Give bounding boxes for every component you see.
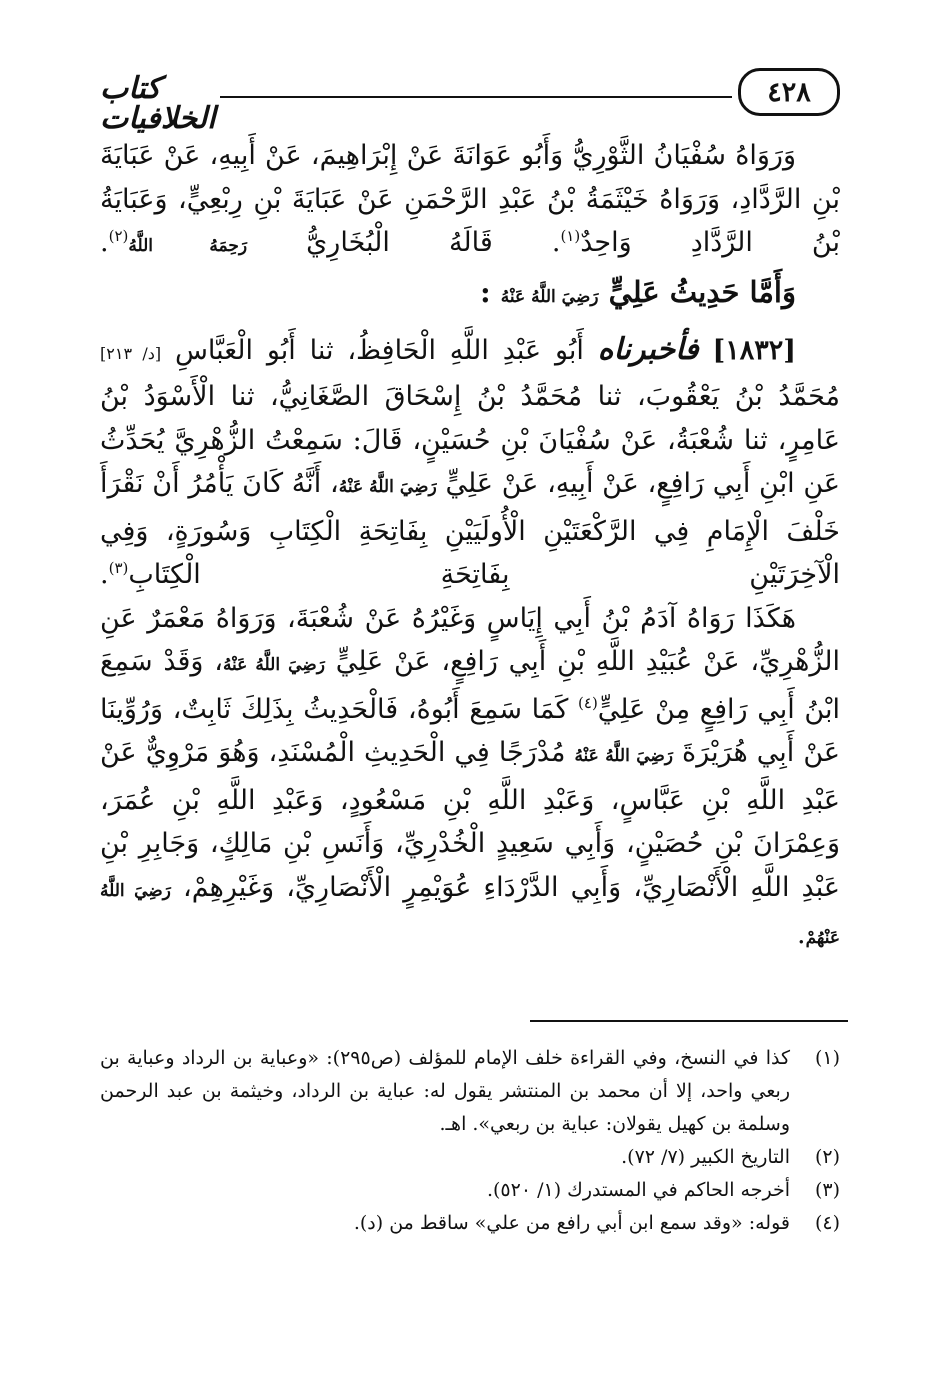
honorific-radiyallahu: رَضِيَ اللَّهُ عَنْهُ — [222, 655, 325, 675]
footnote-number: (٣) — [814, 1179, 840, 1201]
hadith-number: [١٨٣٢] — [712, 334, 797, 366]
section-heading-text: وَأَمَّا حَدِيثُ عَلِيٍّ — [608, 274, 796, 309]
honorific-radiyallahu: رَضِيَ اللَّهُ عَنْهُ — [500, 286, 599, 307]
footnote-item — [100, 1207, 840, 1240]
manuscript-ref: [د/ ٢١٣] — [100, 343, 162, 363]
footnote-item — [100, 1174, 840, 1207]
paragraph-2-end: . — [100, 559, 109, 590]
paragraph-3-text-3: كَمَا سَمِعَ أَبُوهُ، فَالْحَدِيثُ بِذَلِكَ ثَابِتٌ، وَرُوِّينَا عَنْ أَبِي هُرَيْرَةَ — [100, 693, 840, 768]
footnote-number: (١) — [814, 1047, 840, 1069]
honorific-rahimahullah: رَحِمَهُ اللَّهُ — [128, 236, 248, 256]
footnote-item — [100, 1042, 840, 1141]
paragraph-3-text-1: هَكَذَا رَوَاهُ آدَمُ بْنُ أَبِي إِيَاسٍ وَغَيْرُهُ عَنْ شُعْبَةَ، وَرَوَاهُ مَعْمَرٌ عَنِ الزُّهْرِيِّ، عَنْ عُبَيْدِ اللَّهِ بْنِ أَبِي رَافِعٍ، عَنْ عَلِيٍّ — [100, 602, 840, 677]
footnote-marker-3: (٣) — [108, 559, 129, 577]
honorific-radiyallahu-anhum: رَضِيَ اللَّهُ عَنْهُمْ — [100, 880, 840, 948]
paragraph-1 — [100, 134, 840, 269]
footnote-text: قوله: «وقد سمع ابن أبي رافع من علي» ساقط من (د). — [353, 1212, 790, 1234]
footnote-text: أخرجه الحاكم في المستدرك (١/ ٥٢٠). — [486, 1179, 790, 1201]
paragraph-3-text-2: ، وَقَدْ سَمِعَ ابْنُ أَبِي رَافِعٍ مِنْ عَلِيٍّ — [100, 646, 840, 725]
footnote-number: (٤) — [814, 1212, 840, 1234]
footnote-marker-1: (١) — [560, 227, 581, 245]
footnote-separator — [530, 1020, 848, 1022]
footnote-text: كذا في النسخ، وفي القراءة خلف الإمام للمؤلف (ص٢٩٥): «وعباية بن الرداد وعباية بن ربعي واحد، إلا أن محمد بن المنتشر يقول له: عباية بن الرداد، وخيثمة بن عبد الرحمن وسلمة بن كهيل يقولان: عباية بن ربعي». اهـ. — [100, 1047, 790, 1135]
footnote-marker-2: (٢) — [108, 227, 129, 245]
header-rule — [220, 96, 732, 98]
paragraph-1-text-2: . قَالَهُ الْبُخَارِيُّ — [306, 227, 561, 258]
paragraph-1-end: . — [100, 227, 109, 258]
page-number: ٤٢٨ — [738, 68, 840, 116]
footnote-item — [100, 1141, 840, 1174]
paragraph-2 — [100, 328, 840, 597]
footnotes — [100, 1042, 840, 1240]
footnote-text: التاريخ الكبير (٧/ ٧٢). — [621, 1146, 790, 1168]
paragraph-3-text-4: مُدْرَجًا فِي الْحَدِيثِ الْمُسْنَدِ، وَهُوَ مَرْوِيٌّ عَنْ عَبْدِ اللَّهِ بْنِ عَبَّاسٍ، وَعَبْدِ اللَّهِ بْنِ مَسْعُودٍ، وَعَبْدِ اللَّهِ بْنِ عُمَرَ، وَعِمْرَانَ بْنِ حُصَيْنٍ، وَأَبِي سَعِيدٍ الْخُدْرِيِّ، وَأَنَسِ بْنِ مَالِكٍ، وَجَابِرِ بْنِ عَبْدِ اللَّهِ الْأَنْصَارِيِّ، وَأَبِي الدَّرْدَاءِ عُوَيْمِرٍ الْأَنْصَارِيِّ، وَغَيْرِهِمْ، — [100, 737, 840, 903]
paragraph-2-text-3: ، أَنَّهُ كَانَ يَأْمُرُ أَنْ نَقْرَأَ خَلْفَ الْإِمَامِ فِي الرَّكْعَتَيْنِ الْأُولَيَيْنِ بِفَاتِحَةِ الْكِتَابِ وَسُورَةٍ، وَفِي الْآخِرَتَيْنِ بِفَاتِحَةِ الْكِتَابِ — [100, 468, 840, 590]
footnote-number: (٢) — [814, 1146, 840, 1168]
section-heading — [100, 269, 840, 320]
akhbarana-word: فأخبرناه — [597, 331, 699, 367]
main-text — [100, 134, 840, 961]
footnote-marker-4: (٤) — [578, 693, 598, 712]
paragraph-3 — [100, 597, 840, 961]
paragraph-2-text-1: أَبُو عَبْدِ اللَّهِ الْحَافِظُ، ثنا أَبُو الْعَبَّاسِ — [174, 334, 584, 366]
book-title: كتاب الخلافيات — [100, 71, 216, 136]
honorific-radiyallahu: رَضِيَ اللَّهُ عَنْهُ — [338, 477, 437, 497]
honorific-radiyallahu: رَضِيَ اللَّهُ عَنْهُ — [574, 746, 674, 766]
section-heading-colon: : — [479, 274, 491, 309]
paragraph-3-end: . — [796, 919, 806, 950]
paragraph-2-text-2: مُحَمَّدُ بْنُ يَعْقُوبَ، ثنا مُحَمَّدُ بْنُ إِسْحَاقَ الصَّغَانِيُّ، ثنا الْأَسْوَدُ بْنُ عَامِرٍ، ثنا شُعْبَةُ، عَنْ سُفْيَانَ بْنِ حُسَيْنٍ، قَالَ: سَمِعْتُ الزُّهْرِيَّ يُحَدِّثُ عَنِ ابْنِ أَبِي رَافِعٍ، عَنْ أَبِيهِ، عَنْ عَلِيٍّ — [100, 381, 841, 499]
page-header — [100, 68, 840, 136]
paragraph-1-text: وَرَوَاهُ سُفْيَانُ الثَّوْرِيُّ وَأَبُو عَوَانَةَ عَنْ إِبْرَاهِيمَ، عَنْ أَبِيهِ، عَنْ عَبَايَةَ بْنِ الرَّدَّادِ، وَرَوَاهُ خَيْثَمَةُ بْنُ عَبْدِ الرَّحْمَنِ عَنْ عَبَايَةَ بْنِ رِبْعِيٍّ، وَعَبَايَةُ بْنُ الرَّدَّادِ وَاحِدٌ — [100, 140, 840, 258]
